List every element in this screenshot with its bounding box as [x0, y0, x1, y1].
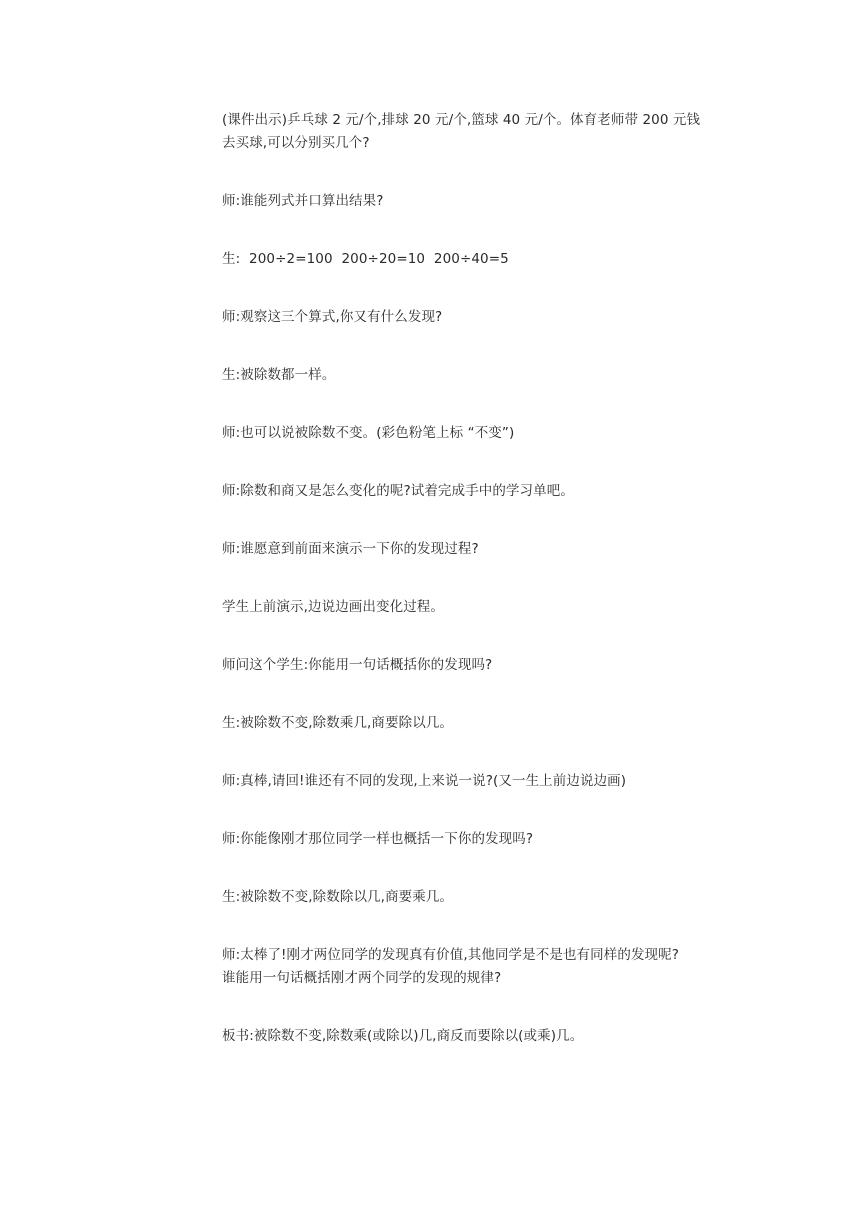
paragraph-gap	[222, 793, 742, 828]
paragraph-teacher-worksheet: 师:除数和商又是怎么变化的呢?试着完成手中的学习单吧。	[222, 483, 574, 499]
paragraph-gap	[222, 619, 742, 654]
paragraph-gap	[222, 990, 742, 1025]
paragraph-teacher-question: 师:谁能列式并口算出结果?	[222, 193, 384, 209]
paragraph-teacher-summarize: 师问这个学生:你能用一句话概括你的发现吗?	[222, 657, 493, 673]
paragraph-teacher-praise: 师:真棒,请回!谁还有不同的发现,上来说一说?(又一生上前边说边画)	[222, 773, 627, 789]
paragraph-student-rule-2: 生:被除数不变,除数除以几,商要乘几。	[222, 889, 454, 905]
paragraph-teacher-demo: 师:谁愿意到前面来演示一下你的发现过程?	[222, 541, 479, 557]
paragraph-student-same: 生:被除数都一样。	[222, 367, 336, 383]
paragraph-gap	[222, 213, 742, 248]
paragraph-gap	[222, 503, 742, 538]
paragraph-teacher-unchanged: 师:也可以说被除数不变。(彩色粉笔上标 “不变”)	[222, 425, 515, 441]
document-body	[222, 109, 742, 1048]
paragraph-student-equations: 生: 200÷2=100 200÷20=10 200÷40=5	[222, 251, 509, 267]
paragraph-gap	[222, 561, 742, 596]
paragraph-gap	[222, 677, 742, 712]
paragraph-gap	[222, 909, 742, 944]
paragraph-gap	[222, 445, 742, 480]
paragraph-gap	[222, 155, 742, 190]
paragraph-gap	[222, 329, 742, 364]
paragraph-teacher-summarize-2: 师:你能像刚才那位同学一样也概括一下你的发现吗?	[222, 831, 534, 847]
paragraph-teacher-observe: 师:观察这三个算式,你又有什么发现?	[222, 309, 443, 325]
paragraph-gap	[222, 387, 742, 422]
paragraph-teacher-rule-question: 师:太棒了!刚才两位同学的发现真有价值,其他同学是不是也有同样的发现呢? 谁能用一句话概括刚才两个同学的发现的规律?	[222, 947, 680, 986]
paragraph-gap	[222, 271, 742, 306]
paragraph-gap	[222, 735, 742, 770]
paragraph-student-demo: 学生上前演示,边说边画出变化过程。	[222, 599, 444, 615]
paragraph-student-rule-1: 生:被除数不变,除数乘几,商要除以几。	[222, 715, 454, 731]
paragraph-problem: (课件出示)乒乓球 2 元/个,排球 20 元/个,篮球 40 元/个。体育老师带 200 元钱 去买球,可以分别买几个?	[222, 112, 701, 151]
paragraph-board-writing: 板书:被除数不变,除数乘(或除以)几,商反而要除以(或乘)几。	[222, 1028, 584, 1044]
paragraph-gap	[222, 851, 742, 886]
